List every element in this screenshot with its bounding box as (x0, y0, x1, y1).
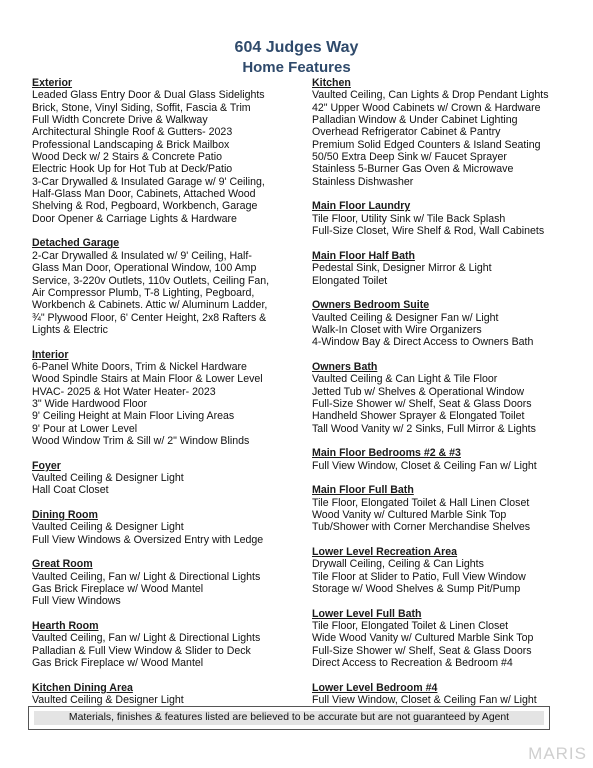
feature-line: Brick, Stone, Vinyl Siding, Soffit, Fascia & Trim (32, 101, 251, 114)
section-heading: Lower Level Full Bath (312, 607, 422, 620)
section-detached-garage (32, 237, 304, 336)
section-exterior (32, 77, 304, 225)
section-main-floor-half-bath (312, 250, 580, 287)
feature-line: Tall Wood Vanity w/ 2 Sinks, Full Mirror & Lights (312, 422, 536, 435)
feature-line: 42" Upper Wood Cabinets w/ Crown & Hardware (312, 101, 541, 114)
feature-line: Walk-In Closet with Wire Organizers (312, 323, 482, 336)
feature-line: Vaulted Ceiling & Can Light & Tile Floor (312, 373, 498, 386)
feature-line: Workbench & Cabinets. Attic w/ Aluminum Ladder, (32, 299, 268, 312)
section-lower-level-recreation-area (312, 546, 580, 595)
feature-line: Drywall Ceiling, Ceiling & Can Lights (312, 558, 484, 571)
feature-line: Door Opener & Carriage Lights & Hardware (32, 212, 237, 225)
feature-line: Full View Windows (32, 595, 121, 608)
feature-line: Jetted Tub w/ Shelves & Operational Window (312, 385, 524, 398)
feature-line: Lights & Electric (32, 323, 108, 336)
section-heading: Great Room (32, 558, 93, 571)
feature-line: Tile Floor, Elongated Toilet & Linen Closet (312, 620, 509, 633)
document-title: 604 Judges Way (234, 39, 359, 56)
feature-line: Hall Coat Closet (32, 484, 109, 497)
feature-line: Overhead Refrigerator Cabinet & Pantry (312, 126, 501, 139)
feature-line: Full View Window, Closet & Ceiling Fan w/ Light (312, 694, 537, 707)
feature-line: Full-Size Shower w/ Shelf, Seat & Glass Doors (312, 644, 532, 657)
feature-line: Vaulted Ceiling & Designer Light (32, 694, 184, 707)
feature-line: Full View Windows & Oversized Entry with Ledge (32, 533, 264, 546)
section-great-room (32, 558, 304, 607)
maris-watermark: MARIS (528, 744, 587, 763)
section-heading: Detached Garage (32, 237, 120, 250)
feature-line: Shelving & Rod, Pegboard, Workbench, Garage (32, 200, 258, 213)
feature-line: 4-Window Bay & Direct Access to Owners Bath (312, 336, 534, 349)
disclaimer-text: Materials, finishes & features listed are believed to be accurate but are not guaranteed by Agent (34, 711, 544, 725)
feature-line: Architectural Shingle Roof & Gutters- 2023 (32, 126, 233, 139)
section-heading: Owners Bedroom Suite (312, 299, 430, 312)
section-owners-bedroom-suite (312, 299, 580, 348)
feature-line: Air Compressor Plumb, T-8 Lighting, Pegboard, (32, 286, 255, 299)
feature-line: Premium Solid Edged Counters & Island Seating (312, 138, 541, 151)
document-subtitle: Home Features (242, 59, 351, 76)
section-main-floor-full-bath (312, 484, 580, 533)
section-heading: Main Floor Bedrooms #2 & #3 (312, 447, 461, 460)
section-heading: Kitchen (312, 77, 351, 89)
feature-line: Service, 3-220v Outlets, 110v Outlets, Ceiling Fan, (32, 274, 270, 287)
feature-line: Wood Window Trim & Sill w/ 2" Window Blinds (32, 434, 250, 447)
feature-line: Vaulted Ceiling, Fan w/ Light & Directional Lights (32, 632, 261, 645)
section-heading: Foyer (32, 459, 61, 472)
feature-line: Vaulted Ceiling & Designer Light (32, 521, 184, 534)
feature-line: Tile Floor, Utility Sink w/ Tile Back Splash (312, 212, 506, 225)
section-heading: Owners Bath (312, 360, 378, 373)
section-lower-level-bedroom-4 (312, 682, 580, 707)
feature-line: Palladian Window & Under Cabinet Lighting (312, 114, 518, 127)
document-header (0, 38, 593, 77)
feature-line: Tub/Shower with Corner Merchandise Shelves (312, 521, 531, 534)
feature-line: ¾" Plywood Floor, 6' Center Height, 2x8 Rafters & (32, 311, 267, 324)
feature-line: 6-Panel White Doors, Trim & Nickel Hardware (32, 360, 247, 373)
right-column (312, 77, 580, 719)
left-column (32, 77, 304, 719)
section-kitchen (312, 77, 580, 188)
feature-line: Full-Size Closet, Wire Shelf & Rod, Wall Cabinets (312, 225, 545, 238)
section-heading: Lower Level Recreation Area (312, 546, 458, 559)
feature-line: Tile Floor at Slider to Patio, Full View Window (312, 570, 526, 583)
feature-line: Gas Brick Fireplace w/ Wood Mantel (32, 583, 204, 596)
feature-line: Electric Hook Up for Hot Tub at Deck/Patio (32, 163, 233, 176)
feature-line: Gas Brick Fireplace w/ Wood Mantel (32, 657, 204, 670)
feature-line: Stainless Dishwasher (312, 175, 414, 188)
feature-line: 2-Car Drywalled & Insulated w/ 9' Ceiling, Half- (32, 249, 252, 262)
section-heading: Lower Level Bedroom #4 (312, 681, 438, 694)
feature-line: Elongated Toilet (312, 274, 388, 287)
section-interior (32, 349, 304, 448)
section-heading: Main Floor Half Bath (312, 249, 415, 262)
section-heading: Hearth Room (32, 620, 99, 633)
feature-line: 50/50 Extra Deep Sink w/ Faucet Sprayer (312, 151, 507, 164)
feature-line: Full-Size Shower w/ Shelf, Seat & Glass Doors (312, 397, 532, 410)
section-heading: Kitchen Dining Area (32, 681, 133, 694)
feature-line: Vaulted Ceiling & Designer Fan w/ Light (312, 311, 499, 324)
feature-line: Wood Vanity w/ Cultured Marble Sink Top (312, 509, 507, 522)
feature-line: Half-Glass Man Door, Cabinets, Attached Wood (32, 188, 256, 201)
feature-line: Vaulted Ceiling, Can Lights & Drop Pendant Lights (312, 89, 549, 102)
feature-line: Vaulted Ceiling & Designer Light (32, 472, 184, 484)
feature-line: Storage w/ Wood Shelves & Sump Pit/Pump (312, 583, 521, 596)
feature-line: HVAC- 2025 & Hot Water Heater- 2023 (32, 385, 216, 398)
section-lower-level-full-bath (312, 608, 580, 670)
feature-line: Wide Wood Vanity w/ Cultured Marble Sink Top (312, 632, 534, 645)
section-owners-bath (312, 361, 580, 435)
feature-line: Vaulted Ceiling, Fan w/ Light & Directional Lights (32, 570, 261, 583)
section-main-floor-bedrooms-2-3 (312, 447, 580, 472)
feature-line: Stainless 5-Burner Gas Oven & Microwave (312, 163, 514, 176)
feature-line: Full Width Concrete Drive & Walkway (32, 114, 208, 127)
feature-line: 9' Pour at Lower Level (32, 422, 138, 435)
section-hearth-room (32, 620, 304, 669)
section-heading: Dining Room (32, 509, 98, 522)
section-heading: Main Floor Laundry (312, 200, 411, 213)
feature-line: 3-Car Drywalled & Insulated Garage w/ 9' Ceiling, (32, 175, 265, 188)
section-foyer (32, 460, 304, 497)
feature-line: Pedestal Sink, Designer Mirror & Light (312, 262, 492, 275)
section-heading: Exterior (32, 77, 73, 89)
feature-line: Wood Spindle Stairs at Main Floor & Lower Level (32, 373, 263, 386)
feature-line: Direct Access to Recreation & Bedroom #4 (312, 657, 513, 670)
disclaimer-box (28, 706, 550, 730)
feature-line: Tile Floor, Elongated Toilet & Hall Linen Closet (312, 496, 530, 509)
section-heading: Interior (32, 348, 69, 361)
feature-line: Leaded Glass Entry Door & Dual Glass Sidelights (32, 89, 265, 102)
feature-line: Palladian & Full View Window & Slider to Deck (32, 644, 251, 657)
feature-line: Wood Deck w/ 2 Stairs & Concrete Patio (32, 151, 222, 164)
feature-line: Professional Landscaping & Brick Mailbox (32, 138, 230, 151)
feature-line: 3" Wide Hardwood Floor (32, 397, 148, 410)
section-main-floor-laundry (312, 200, 580, 237)
feature-line: Full View Window, Closet & Ceiling Fan w/ Light (312, 459, 537, 472)
feature-line: Handheld Shower Sprayer & Elongated Toilet (312, 410, 525, 423)
feature-line: Glass Man Door, Operational Window, 100 Amp (32, 262, 257, 275)
section-kitchen-dining-area (32, 682, 304, 707)
section-dining-room (32, 509, 304, 546)
feature-line: 9' Ceiling Height at Main Floor Living Areas (32, 410, 235, 423)
section-heading: Main Floor Full Bath (312, 484, 414, 497)
